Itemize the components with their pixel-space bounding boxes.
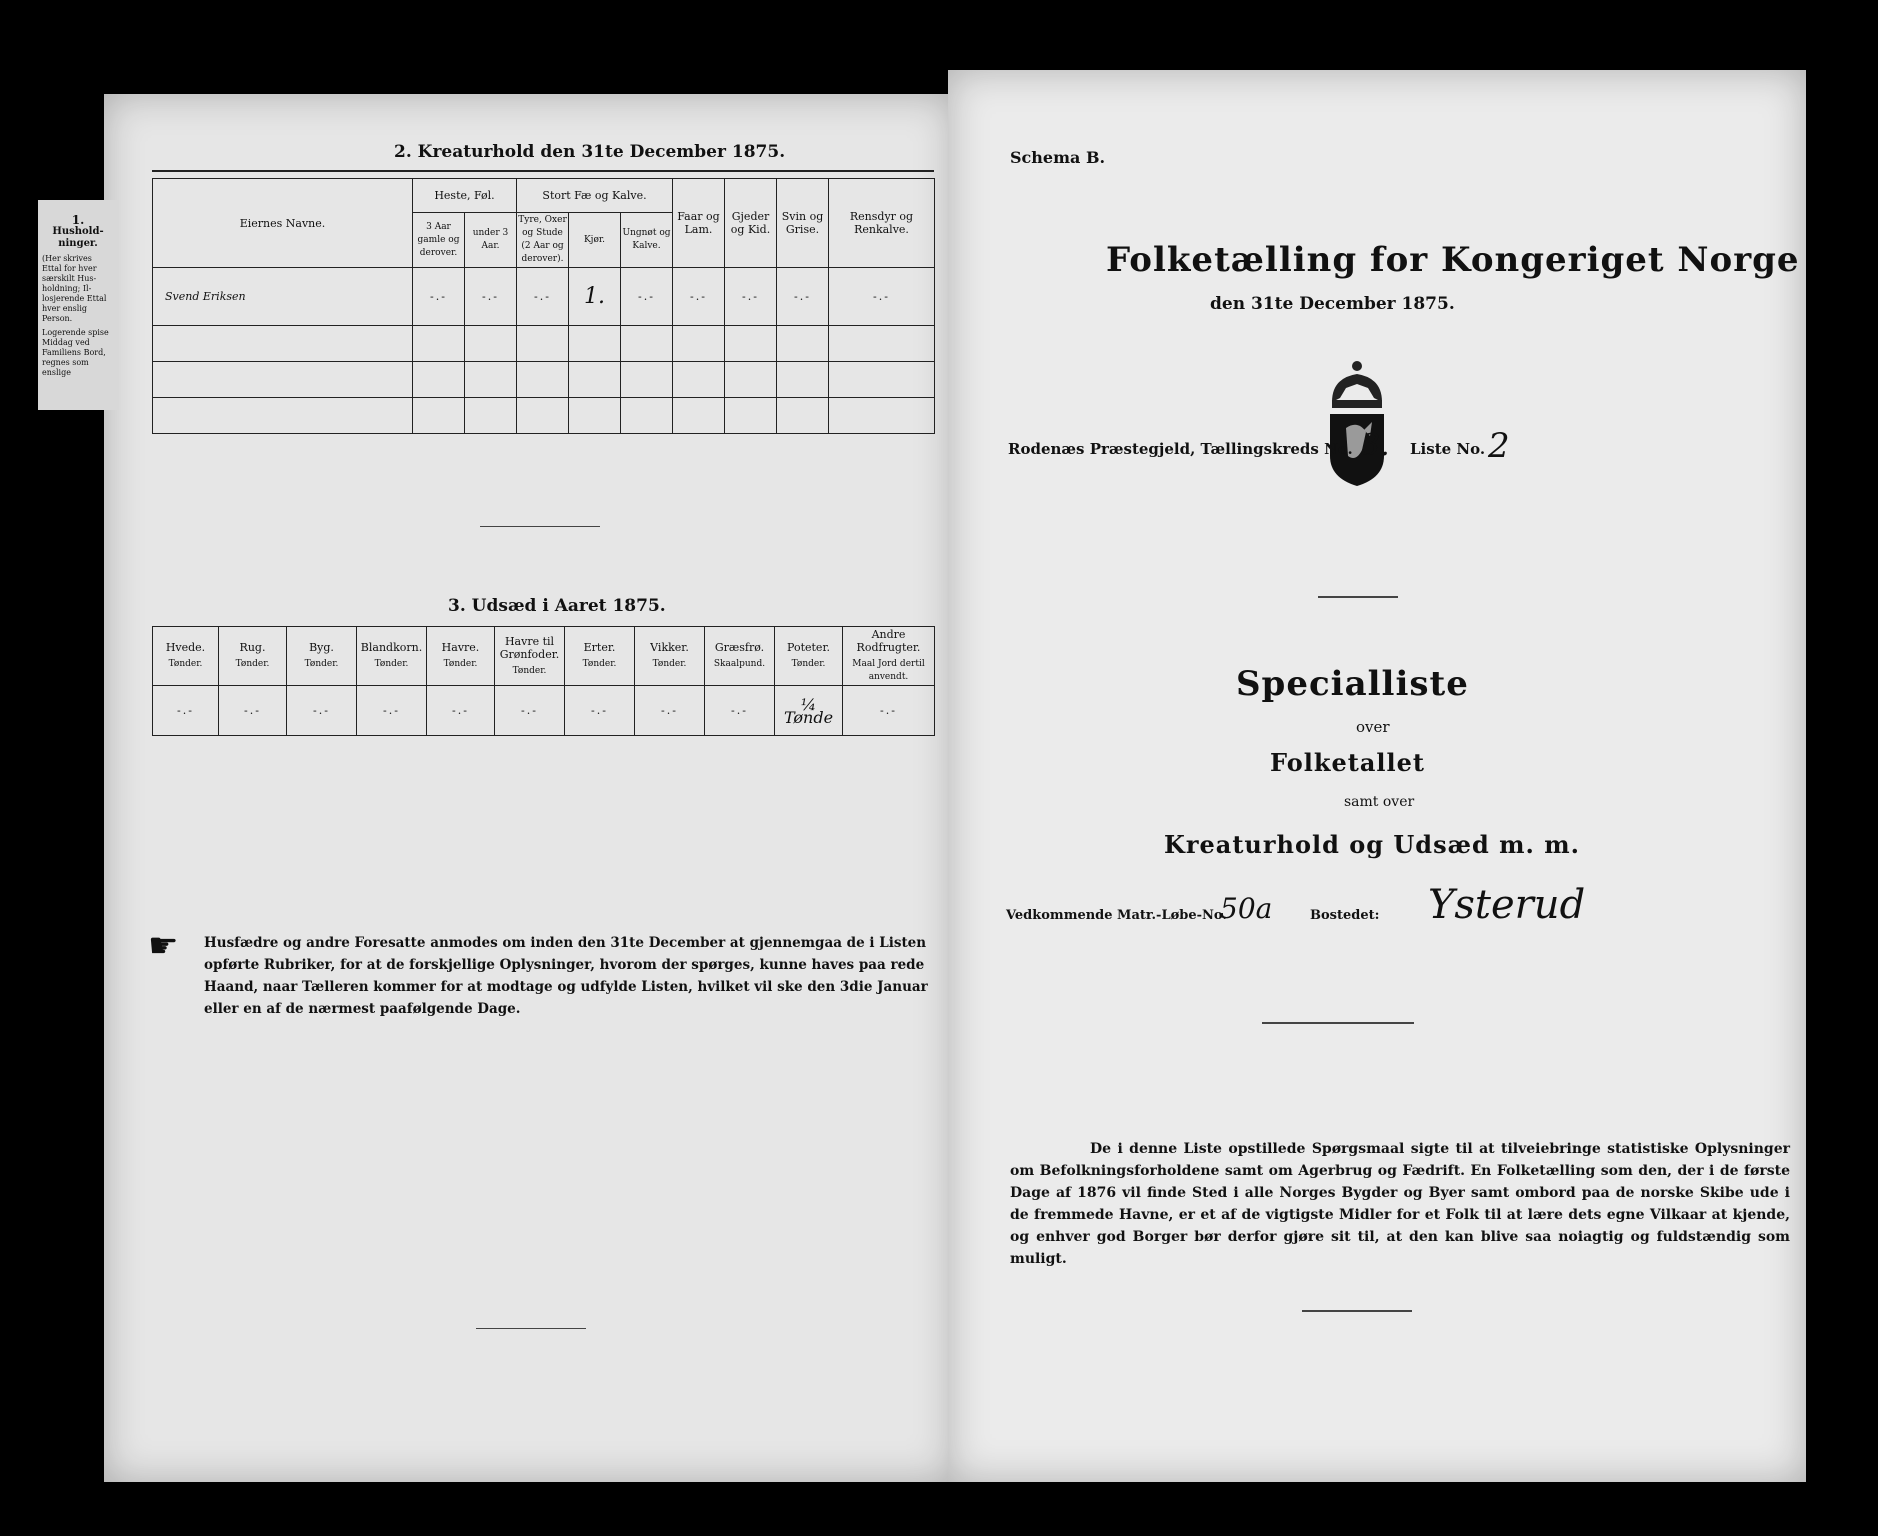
- sowing-value: -.-: [153, 686, 219, 736]
- right-page: [948, 70, 1806, 1482]
- header-reindeer: Rensdyr og Renkalve.: [829, 179, 935, 268]
- header-cattle: Stort Fæ og Kalve.: [517, 179, 673, 213]
- sowing-header-unit: Tønder.: [168, 659, 203, 669]
- sowing-header: [565, 627, 635, 686]
- sowing-value: -.-: [219, 686, 287, 736]
- sowing-header-unit: Tønder.: [443, 659, 478, 669]
- sowing-value: -.-: [427, 686, 495, 736]
- over-label: over: [1356, 718, 1390, 736]
- sowing-header-name: Poteter.: [787, 641, 830, 654]
- info-paragraph: De i denne Liste opstillede Spørgsmaal sigte til at tilveiebringe statistiske Oplysninger om Befolkningsforholdene samt om Agerbrug og Fædrift. En Folketælling som den, der i de første Dage af 1876 vil finde Sted i alle Norges Bygder og Byer samt ombord paa de norske Skibe ude i de fremmede Havne, er et af de vigtigste Midler for et Folk til at lære dets egne Vilkaar at kjende, og enhver god Borger bør derfor gjøre sit til, at den kan blive saa noiagtig og fuldstændig som muligt.: [1010, 1141, 1790, 1267]
- sowing-title: 3. Udsæd i Aaret 1875.: [448, 596, 666, 616]
- divider: [1318, 596, 1398, 598]
- table-cell: -.-: [829, 268, 935, 326]
- sowing-header-unit: Maal Jord dertil anvendt.: [852, 659, 925, 682]
- table-cell: -.-: [777, 268, 829, 326]
- sowing-header-unit: Tønder.: [235, 659, 270, 669]
- census-date: den 31te December 1875.: [1210, 294, 1455, 314]
- header-pigs: Svin og Grise.: [777, 179, 829, 268]
- sowing-header-unit: Tønder.: [582, 659, 617, 669]
- sowing-header-name: Andre Rodfrugter.: [856, 628, 921, 654]
- divider: [480, 526, 600, 527]
- strip-number: 1.: [71, 213, 85, 227]
- divider: [1262, 1022, 1414, 1024]
- sowing-header: [357, 627, 427, 686]
- samt-over-label: samt over: [1344, 794, 1415, 810]
- sowing-value: -.-: [565, 686, 635, 736]
- sowing-header-name: Havre til Grønfoder.: [499, 634, 560, 661]
- census-title: Folketælling for Kongeriget Norge: [1106, 240, 1800, 280]
- sowing-header-name: Havre.: [441, 641, 480, 654]
- livestock-table: [152, 178, 935, 434]
- schema-label: Schema B.: [1010, 148, 1106, 167]
- sowing-table: [152, 626, 935, 736]
- sowing-header-unit: Tønder.: [374, 659, 409, 669]
- sowing-header-name: Hvede.: [165, 641, 206, 654]
- matr-number: 50a: [1220, 892, 1273, 925]
- kreds-number: 3.: [1361, 428, 1390, 463]
- sowing-header-unit: Skaalpund.: [713, 659, 766, 669]
- divider: [1302, 1310, 1412, 1312]
- coat-of-arms-icon: [1318, 358, 1396, 488]
- sowing-header: [843, 627, 935, 686]
- sowing-header: [635, 627, 705, 686]
- sowing-header-unit: Tønder.: [512, 665, 547, 676]
- sowing-header-unit: Tønder.: [304, 659, 339, 669]
- sowing-header: [427, 627, 495, 686]
- sowing-header: [495, 627, 565, 686]
- divider: [152, 170, 934, 172]
- sowing-header-name: Vikker.: [650, 641, 689, 654]
- liste-number: 2: [1488, 426, 1510, 466]
- sowing-header: [219, 627, 287, 686]
- header-horses-old: 3 Aar gamle og derover.: [413, 213, 465, 268]
- table-cell: -.-: [517, 268, 569, 326]
- header-goats: Gjeder og Kid.: [725, 179, 777, 268]
- table-cell: -.-: [725, 268, 777, 326]
- sowing-value: -.-: [287, 686, 357, 736]
- specialliste-title: Specialliste: [1236, 664, 1469, 704]
- bostedet-label: Bostedet:: [1310, 908, 1380, 923]
- sowing-value: -.-: [705, 686, 775, 736]
- table-cell: -.-: [465, 268, 517, 326]
- sowing-header: [287, 627, 357, 686]
- sowing-value: -.-: [843, 686, 935, 736]
- header-cattle-cows: Kjør.: [569, 213, 621, 268]
- strip-heading: Hushold-ninger.: [52, 226, 104, 249]
- table-cell: 1.: [569, 268, 621, 326]
- margin-strip: [38, 200, 118, 410]
- prestegjeld-label: Rodenæs Præstegjeld, Tællingskreds No.: [1008, 440, 1353, 458]
- left-page: [104, 94, 954, 1482]
- pointing-hand-icon: ☛: [148, 926, 179, 966]
- header-cattle-young: Ungnøt og Kalve.: [621, 213, 673, 268]
- table-cell: -.-: [621, 268, 673, 326]
- strip-note: Logerende spise Middag ved Familiens Bord, regnes som enslige: [42, 328, 109, 377]
- livestock-title: 2. Kreaturhold den 31te December 1875.: [394, 142, 786, 162]
- sowing-value: -.-: [635, 686, 705, 736]
- owner-name: Svend Eriksen: [153, 268, 413, 326]
- sowing-header-name: Rug.: [239, 641, 266, 654]
- matr-label: Vedkommende Matr.-Løbe-No.: [1006, 908, 1227, 923]
- header-name: Eiernes Navne.: [153, 179, 413, 268]
- sowing-header: [153, 627, 219, 686]
- sowing-value: -.-: [495, 686, 565, 736]
- sowing-header-name: Erter.: [583, 641, 616, 654]
- sowing-value: -.-: [357, 686, 427, 736]
- strip-note: (Her skrives Ettal for hver særskilt Hus-holdning; Il-losjerende Ettal hver enslig Person.: [42, 254, 107, 323]
- sowing-header-name: Blandkorn.: [360, 641, 423, 654]
- liste-label: Liste No.: [1410, 440, 1486, 458]
- bostedet-value: Ysterud: [1428, 882, 1586, 928]
- folketallet-label: Folketallet: [1270, 748, 1425, 777]
- sowing-header-unit: Tønder.: [652, 659, 687, 669]
- sowing-value: ¼ Tønde: [775, 686, 843, 736]
- sowing-header-unit: Tønder.: [791, 659, 826, 669]
- header-cattle-bulls: Tyre, Oxer og Stude (2 Aar og derover).: [517, 213, 569, 268]
- kreaturhold-label: Kreaturhold og Udsæd m. m.: [1164, 830, 1580, 859]
- sowing-header: [705, 627, 775, 686]
- header-sheep: Faar og Lam.: [673, 179, 725, 268]
- sowing-header-name: Byg.: [309, 641, 334, 654]
- divider: [476, 1328, 586, 1329]
- sowing-header: [775, 627, 843, 686]
- sowing-header-name: Græsfrø.: [714, 641, 765, 654]
- table-cell: -.-: [413, 268, 465, 326]
- notice-text: Husfædre og andre Foresatte anmodes om inden den 31te December at gjennemgaa de i Listen opførte Rubriker, for at de forskjellige Oplysninger, hvorom der spørges, kunne haves paa rede Haand, naar Tælleren kommer for at modtage og udfylde Listen, hvilket vil ske den 3die Januar eller en af de nærmest paafølgende Dage.: [204, 935, 928, 1017]
- header-horses-young: under 3 Aar.: [465, 213, 517, 268]
- table-cell: -.-: [673, 268, 725, 326]
- header-horses: Heste, Føl.: [413, 179, 517, 213]
